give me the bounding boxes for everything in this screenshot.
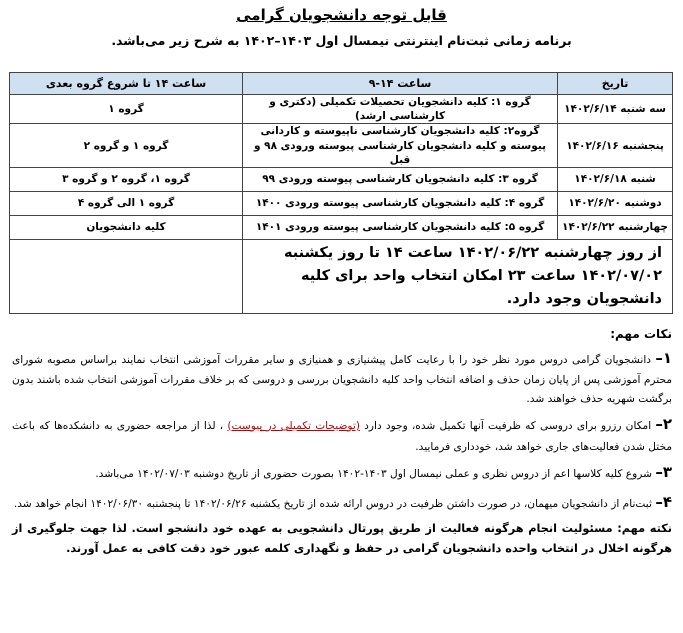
row-group-14-next: گروه ۱ و گروه ۲: [10, 124, 243, 168]
important-note: نکته مهم: مسئولیت انجام هرگونه فعالیت از طریق پورتال دانشجویی به عهده خود دانشجو است. لذا جهت جلوگیری از هرگونه اخلال در انتخاب واحده دانشجویان گرامی در حفظ و نگهداری کلمه عبور خود دقت کافی به عمل آورند.: [12, 522, 672, 556]
note-2: [12, 412, 672, 456]
table-row: [10, 191, 673, 215]
row-date: پنجشنبه ۱۴۰۲/۶/۱۶: [558, 124, 673, 168]
header-9-14: ساعت ۱۴-۹: [243, 73, 558, 95]
row-group-14-next: گروه ۱: [10, 95, 243, 124]
row-group-9-14: گروه ۴: کلیه دانشجویان کارشناسی پیوسته ورودی ۱۴۰۰: [243, 191, 558, 215]
note-number: ۱–: [655, 348, 672, 367]
footer-empty-cell: [10, 239, 243, 314]
notes-title: نکات مهم:: [610, 327, 672, 341]
table-row: [10, 124, 673, 168]
page-title: قابل توجه دانشجویان گرامی: [236, 6, 447, 24]
footer-note: از روز چهارشنبه ۱۴۰۲/۰۶/۲۲ ساعت ۱۴ تا روز یکشنبه ۱۴۰۲/۰۷/۰۲ ساعت ۲۳ امکان انتخاب واحد برای کلیه دانشجویان وجود دارد.: [243, 239, 673, 314]
note-number: ۳–: [655, 462, 672, 481]
header-14-next: ساعت ۱۴ تا شروع گروه بعدی: [10, 73, 243, 95]
note-number: ۴–: [655, 492, 672, 511]
row-group-9-14: گروه ۵: کلیه دانشجویان کارشناسی پیوسته ورودی ۱۴۰۱: [243, 215, 558, 239]
row-group-9-14: گروه۲: کلیه دانشجویان کارشناسی ناپیوسته و کاردانی پیوسته و کلیه دانشجویان کارشناسی پیوسته ورودی ۹۸ و قبل: [243, 124, 558, 168]
row-group-9-14: گروه ۳: کلیه دانشجویان کارشناسی پیوسته ورودی ۹۹: [243, 167, 558, 191]
note-text: امکان رزرو برای دروسی که ظرفیت آنها تکمیل شده، وجود دارد: [360, 419, 652, 432]
row-group-9-14: گروه ۱: کلیه دانشجویان تحصیلات تکمیلی (دکتری و کارشناسی ارشد): [243, 95, 558, 124]
row-group-14-next: گروه ۱، گروه ۲ و گروه ۳: [10, 167, 243, 191]
table-row: [10, 95, 673, 124]
note-text: ثبت‌نام از دانشجویان میهمان، در صورت داشتن ظرفیت در دروس ارائه شده از تاریخ یکشنبه ۱۴۰۲/۰۶/۲۶ تا پنجشنبه ۱۴۰۲/۰۶/۳۰ انجام خواهد شد.: [13, 497, 652, 510]
notes-section: [12, 324, 672, 559]
table-footer-row: [10, 239, 673, 314]
header-date: تاریخ: [558, 73, 673, 95]
note-text: دانشجویان گرامی دروس مورد نظر خود را با رعایت کامل پیشنیازی و همنیازی و سایر مقررات آموزشی انتخاب نمایند براساس مصوبه شورای محترم آموزشی پس از پایان زمان حذف و اضافه انتخاب واحد کلیه دانشجویان بررسی و دروسی که بر خلاف مقررات آموزشی انتخاب شده باشند بدون برگشت شهریه حذف خواهند شد.: [12, 353, 672, 405]
table-row: [10, 215, 673, 239]
note-3: [12, 460, 672, 486]
row-group-14-next: کلیه دانشجویان: [10, 215, 243, 239]
note-text: ، لذا از مراجعه حضوری به دانشکده‌ها که باعث مختل شدن فعالیت‌های جاری خواهد شد، خودداری فرمایید.: [12, 419, 672, 453]
note-text: شروع کلیه کلاسها اعم از دروس نظری و عملی نیمسال اول ۱۴۰۳-۱۴۰۲ بصورت حضوری از تاریخ دوشنبه ۱۴۰۲/۰۷/۰۳ می‌باشد.: [95, 467, 652, 480]
row-date: شنبه ۱۴۰۲/۶/۱۸: [558, 167, 673, 191]
note-1: [12, 346, 672, 408]
row-date: چهارشنبه ۱۴۰۲/۶/۲۲: [558, 215, 673, 239]
table-header-row: [10, 73, 673, 95]
row-date: دوشنبه ۱۴۰۲/۶/۲۰: [558, 191, 673, 215]
note-4: [12, 490, 672, 516]
table-row: [10, 167, 673, 191]
row-date: سه شنبه ۱۴۰۲/۶/۱۴: [558, 95, 673, 124]
schedule-table: [9, 72, 673, 314]
page-subtitle: برنامه زمانی ثبت‌نام اینترنتی نیمسال اول ۱۴۰۳–۱۴۰۲ به شرح زیر می‌باشد.: [111, 33, 572, 48]
attachment-reference: (توضیحات تکمیلی در پیوست): [227, 419, 360, 432]
row-group-14-next: گروه ۱ الی گروه ۴: [10, 191, 243, 215]
note-number: ۲–: [655, 414, 673, 433]
